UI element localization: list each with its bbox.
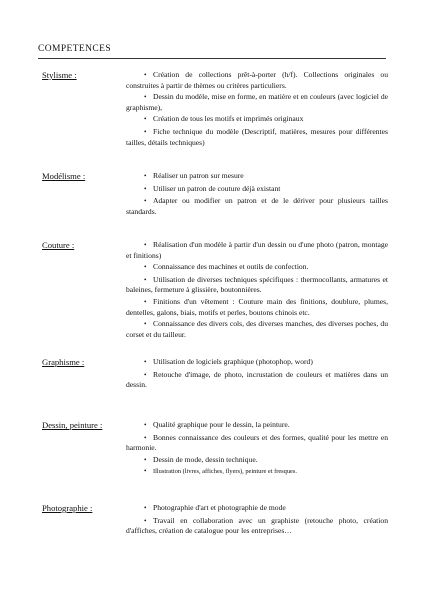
- item-text: Création de collections prêt-à-porter (h/f). Collections originales ou construites à partir de thèmes ou critères particuliers.: [126, 70, 388, 90]
- item-text: Qualité graphique pour le dessin, la peinture.: [153, 420, 290, 429]
- bullet-icon: •: [144, 93, 147, 102]
- list-item: [126, 357, 388, 368]
- section-title: Modélisme :: [42, 171, 86, 181]
- list-item: [126, 297, 388, 317]
- item-text: Bonnes connaissance des couleurs et des formes, qualité pour les mettre en harmonie.: [126, 432, 388, 453]
- section-title: Photographie :: [42, 503, 93, 513]
- bullet-icon: •: [144, 467, 147, 476]
- bullet-icon: •: [144, 455, 147, 464]
- item-text: Illustration (livres, affiches, flyers), peinture et fresques.: [153, 468, 297, 476]
- section-title: Graphisme :: [42, 357, 85, 367]
- section-title: Stylisme :: [42, 70, 77, 80]
- item-text: Réaliser un patron sur mesure: [153, 171, 244, 180]
- item-text: Réalisation d'un modèle à partir d'un dessin ou d'une photo (patron, montage et finitions): [126, 240, 388, 260]
- bullet-icon: •: [144, 241, 147, 249]
- item-list: [126, 420, 388, 479]
- bullet-icon: •: [144, 197, 147, 205]
- list-item: [126, 240, 388, 260]
- bullet-icon: •: [144, 370, 147, 379]
- list-item: [126, 275, 388, 295]
- list-item: [126, 319, 388, 339]
- bullet-icon: •: [144, 172, 147, 180]
- list-item: [126, 184, 388, 195]
- list-item: [126, 127, 388, 147]
- item-text: Création de tous les motifs et imprimés originaux: [153, 114, 304, 124]
- item-text: Utiliser un patron de couture déjà existant: [153, 183, 281, 193]
- bullet-icon: •: [144, 320, 147, 329]
- bullet-icon: •: [144, 71, 147, 79]
- list-item: [126, 70, 388, 90]
- item-text: Finitions d'un vêtement : Couture main des finitions, doublure, plumes, dentelles, galons, biais, motifs et perles, boutons chinois etc.: [126, 296, 388, 317]
- item-text: Retouche d'image, de photo, incrustation de couleurs et matières dans un dessin.: [126, 369, 388, 390]
- bullet-icon: •: [144, 433, 147, 442]
- list-item: [126, 370, 388, 390]
- item-list: [126, 240, 388, 341]
- bullet-icon: •: [144, 115, 147, 124]
- item-list: [126, 171, 388, 218]
- item-list: [126, 503, 388, 538]
- item-text: Photographie d'art et photographie de mode: [153, 503, 286, 512]
- item-text: Utilisation de logiciels graphique (photophop, word): [153, 357, 313, 366]
- list-item: [126, 171, 388, 182]
- item-text: Adapter ou modifier un patron et de le dériver pour plusieurs tailles standards.: [126, 196, 388, 216]
- list-item: [126, 420, 388, 431]
- list-item: [126, 92, 388, 112]
- list-item: [126, 467, 388, 477]
- bullet-icon: •: [144, 184, 147, 193]
- item-text: Connaissance des divers cols, des diverses manches, des diverses poches, du corset et du tailleur.: [126, 319, 388, 339]
- item-text: Dessin de mode, dessin technique.: [153, 454, 258, 464]
- bullet-icon: •: [144, 275, 147, 284]
- item-list: [126, 70, 388, 149]
- bullet-icon: •: [144, 516, 147, 525]
- list-item: [126, 455, 388, 466]
- section-title: Dessin, peinture :: [42, 420, 103, 430]
- bullet-icon: •: [144, 358, 147, 366]
- bullet-icon: •: [144, 263, 147, 272]
- list-item: [126, 114, 388, 125]
- list-item: [126, 433, 388, 453]
- bullet-icon: •: [144, 504, 147, 512]
- list-item: [126, 196, 388, 216]
- bullet-icon: •: [144, 297, 147, 306]
- item-list: [126, 357, 388, 392]
- page-title: COMPETENCES: [38, 44, 112, 54]
- item-text: Travail en collaboration avec un graphiste (retouche photo, création d'affiches, création de catalogue pour les entreprises…: [126, 515, 388, 536]
- list-item: [126, 262, 388, 273]
- list-item: [126, 503, 388, 514]
- list-item: [126, 516, 388, 536]
- section-title: Couture :: [42, 240, 75, 250]
- bullet-icon: •: [144, 127, 147, 136]
- item-text: Dessin du modèle, mise en forme, en matière et en couleurs (avec logiciel de graphisme),: [126, 92, 388, 112]
- bullet-icon: •: [144, 421, 147, 429]
- item-text: Utilisation de diverses techniques spécifiques : thermocollants, armatures et baleines, fermeture à glissière, boutonnières.: [126, 274, 388, 295]
- title-divider: [38, 58, 386, 59]
- item-text: Fiche technique du modèle (Descriptif, matières, mesures pour différentes tailles, détails techniques): [126, 126, 388, 147]
- item-text: Connaissance des machines et outils de confection.: [153, 262, 309, 272]
